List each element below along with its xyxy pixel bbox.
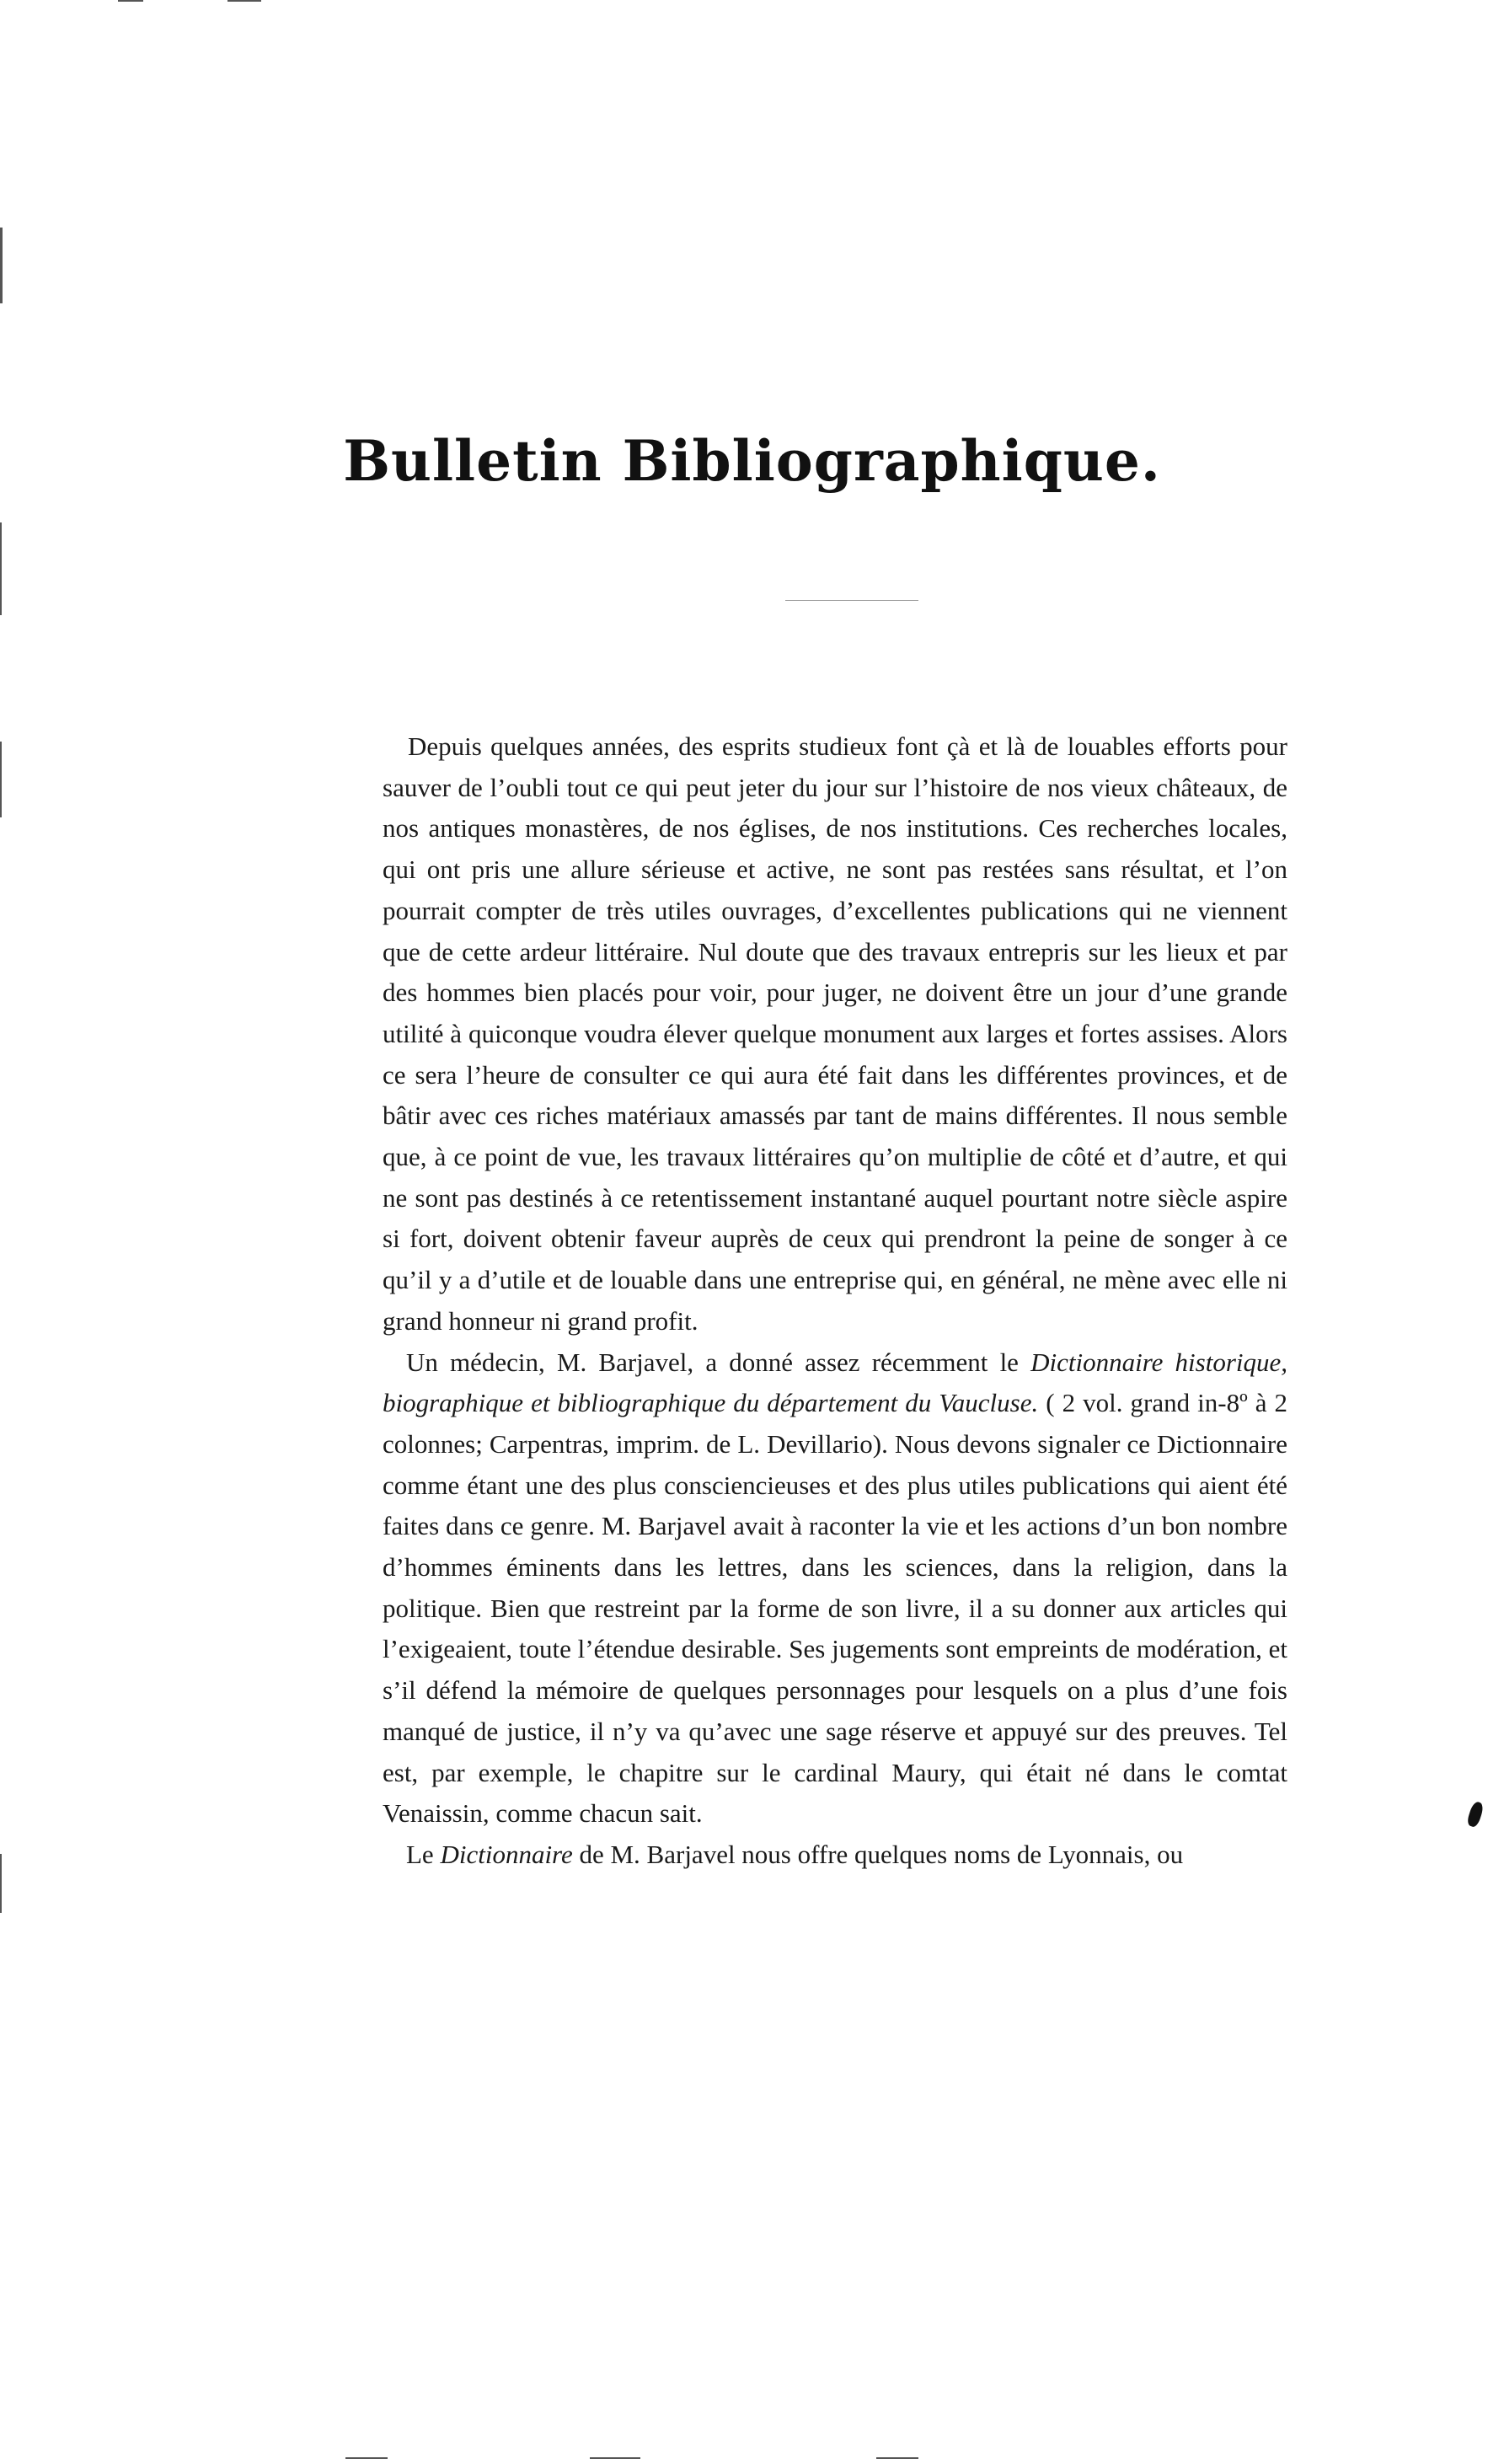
paragraph-p3 — [383, 1835, 1287, 1876]
paragraph-text: Le — [406, 1839, 441, 1869]
paragraph-p2 — [383, 1342, 1287, 1835]
scan-edge-mark — [227, 0, 261, 2]
scan-edge-mark — [118, 0, 143, 2]
scan-edge-mark — [0, 1854, 2, 1913]
italic-title-text: Dictionnaire historique, biographique et bibliographique du département du Vaucluse. — [383, 1347, 1288, 1418]
scan-edge-mark — [0, 228, 3, 303]
article-body — [383, 726, 1287, 1876]
scan-edge-mark — [0, 522, 2, 615]
paragraph-text: ( 2 vol. grand in-8º à 2 colonnes; Carpentras, imprim. de L. Devillario). Nous devons signaler ce Dictionnaire comme étant une des plus consciencieuses et des plus utiles publications qui aient été faites dans ce genre. M. Barjavel avait à raconter la vie et les actions d’un bon nombre d’hommes éminents dans les lettres, dans les sciences, dans la religion, dans la politique. Bien que restreint par la forme de son livre, il a su donner aux articles qui l’exigeaient, toute l’étendue desirable. Ses jugements sont empreints de modération, et s’il défend la mémoire de quelques personnages pour lesquels on a plus d’une fois manqué de justice, il n’y va qu’avec une sage réserve et appuyé sur des preuves. Tel est, par exemple, le chapitre sur le cardinal Maury, qui était né dans le comtat Venaissin, comme chacun sait. — [383, 1388, 1287, 1829]
ink-smudge — [1466, 1801, 1485, 1829]
paragraph-p1 — [383, 726, 1287, 1342]
paragraph-text: Depuis quelques années, des esprits studieux font çà et là de louables efforts pour sauver de l’oubli tout ce qui peut jeter du jour sur l’histoire de nos vieux châteaux, de nos antiques monastères, de nos églises, de nos institutions. Ces recherches locales, qui ont pris une allure sérieuse et active, ne sont pas restées sans résultat, et l’on pourrait compter de très utiles ouvrages, d’excellentes publications qui ne viennent que de cette ardeur littéraire. Nul doute que des travaux entrepris sur les lieux et par des hommes bien placés pour voir, pour juger, ne doivent être un jour d’une grande utilité à quiconque voudra élever quelque monument aux larges et fortes assises. Alors ce sera l’heure de consulter ce qui aura été fait dans les différentes provinces, et de bâtir avec ces riches matériaux amassés par tant de mains différentes. Il nous semble que, à ce point de vue, les travaux littéraires qu’on multiplie de côté et d’autre, et qui ne sont pas destinés à ce retentissement instantané auquel pourtant notre siècle aspire si fort, doivent obtenir faveur auprès de ceux qui prendront la peine de songer à ce qu’il y a d’utile et de louable dans une entreprise qui, en général, ne mène avec elle ni grand honneur ni grand profit. — [383, 731, 1287, 1336]
scan-edge-mark — [345, 2457, 388, 2459]
scan-edge-mark — [876, 2457, 918, 2459]
paragraph-text: de M. Barjavel nous offre quelques noms de Lyonnais, ou — [572, 1839, 1184, 1869]
page-title: Bulletin Bibliographique. — [343, 428, 1161, 494]
title-separator-rule — [785, 600, 918, 601]
scan-edge-mark — [0, 742, 2, 817]
scan-edge-mark — [590, 2457, 640, 2459]
paragraph-text: Un médecin, M. Barjavel, a donné assez récemment le — [406, 1347, 1031, 1377]
italic-title-text: Dictionnaire — [440, 1839, 573, 1869]
